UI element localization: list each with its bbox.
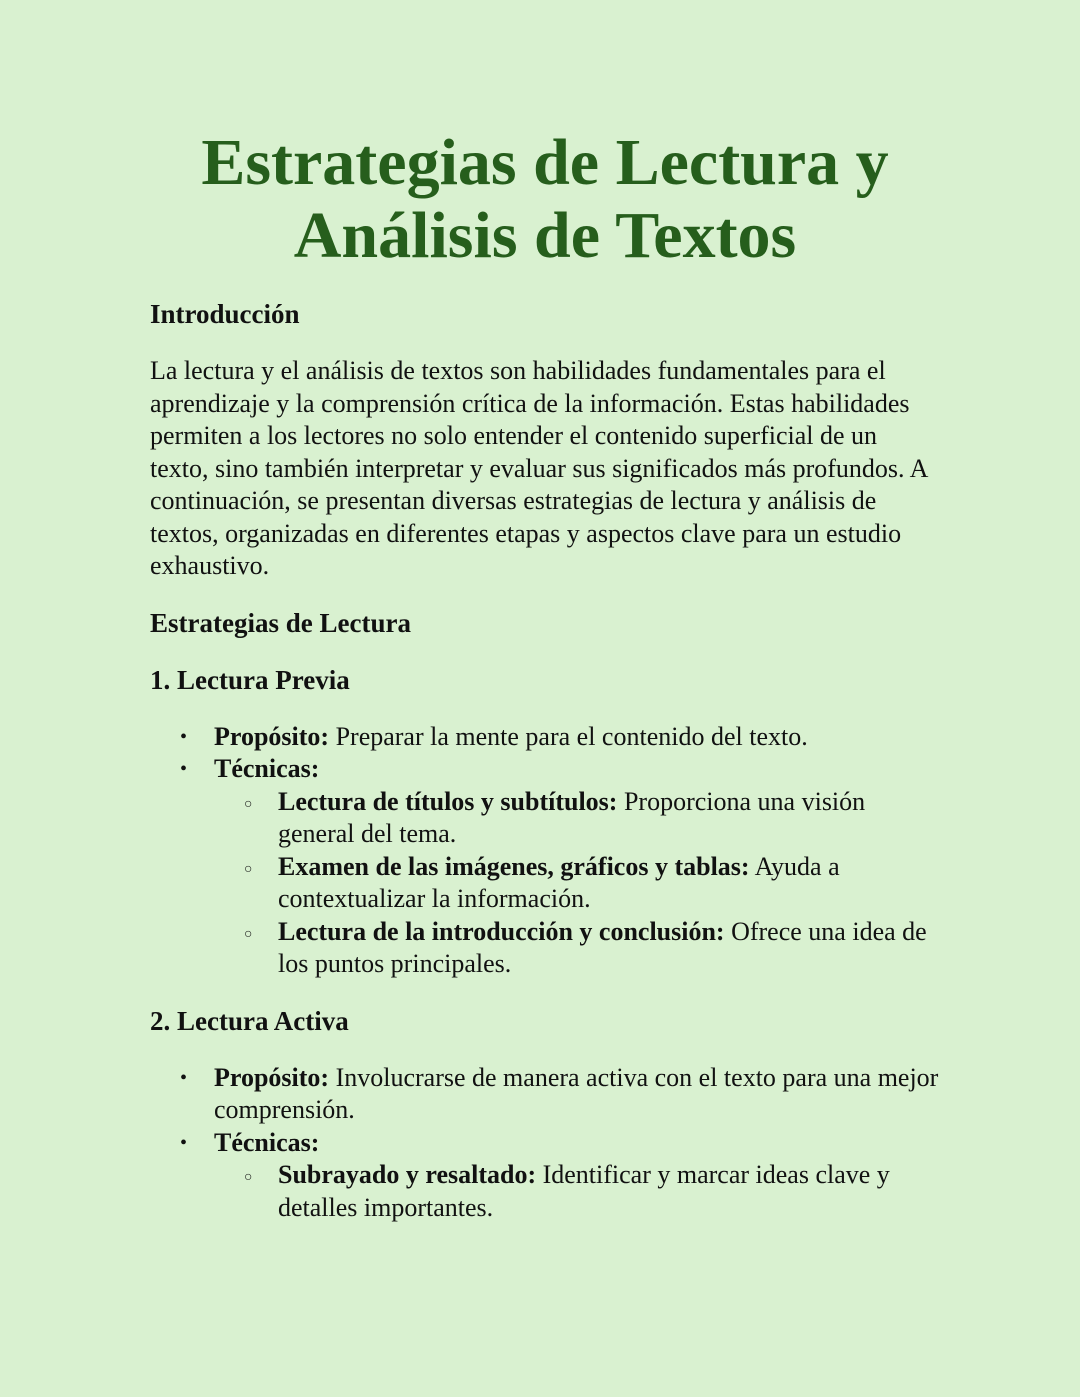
intro-paragraph: La lectura y el análisis de textos son habilidades fundamentales para el aprendizaje y la comprensión crítica de la información. Estas habilidades permiten a los lectores no solo entender el contenido superficial de un texto, sino también interpretar y evaluar sus significados más profundos. A continuación, se presentan diversas estrategias de lectura y análisis de textos, organizadas en diferentes etapas y aspectos clave para un estudio exhaustivo. <box>150 356 927 580</box>
section-heading-lectura-previa: 1. Lectura Previa <box>150 664 350 695</box>
intro-heading: Introducción <box>150 299 300 329</box>
list-item-techniques <box>150 753 940 981</box>
technique-text: Identificar y marcar ideas clave y detalles importantes. <box>278 1160 890 1222</box>
techniques-label: Técnicas: <box>214 1127 320 1157</box>
technique-text: Proporciona una visión general del tema. <box>278 786 866 848</box>
technique-label: Subrayado y resaltado: <box>278 1160 537 1189</box>
list-item-purpose <box>150 721 940 754</box>
strategies-heading: Estrategias de Lectura <box>150 607 411 638</box>
circle-bullet-icon: ○ <box>244 861 253 877</box>
list-item-purpose <box>150 1062 940 1127</box>
technique-label: Examen de las imágenes, gráficos y tablas: <box>278 851 750 881</box>
bullet-icon: • <box>180 725 188 748</box>
section-2-list <box>150 1062 940 1225</box>
circle-bullet-icon: ○ <box>244 796 253 812</box>
purpose-text: Involucrarse de manera activa con el texto para una mejor comprensión. <box>214 1062 939 1124</box>
list-item-technique <box>214 786 940 851</box>
section-1-list <box>150 721 940 981</box>
technique-label: Lectura de la introducción y conclusión: <box>278 916 725 946</box>
list-item-technique <box>214 1159 940 1224</box>
list-item-technique <box>214 916 940 981</box>
document-page <box>150 126 940 1224</box>
bullet-icon: • <box>180 1131 188 1154</box>
bullet-icon: • <box>180 758 188 780</box>
document-title <box>90 126 1000 272</box>
technique-text: Ofrece una idea de los puntos principales. <box>278 916 927 978</box>
section-heading-lectura-activa: 2. Lectura Activa <box>150 1005 349 1036</box>
title-line-1: Estrategias de Lectura y <box>201 126 889 199</box>
technique-text: Ayuda a contextualizar la información. <box>278 851 840 913</box>
purpose-label: Propósito: <box>214 1062 330 1092</box>
techniques-label: Técnicas: <box>214 754 320 783</box>
purpose-label: Propósito: <box>214 721 330 751</box>
circle-bullet-icon: ○ <box>244 926 253 942</box>
list-item-techniques <box>150 1127 940 1225</box>
technique-label: Lectura de títulos y subtítulos: <box>278 786 618 816</box>
techniques-list <box>214 1159 940 1224</box>
purpose-text: Preparar la mente para el contenido del texto. <box>329 721 808 751</box>
title-line-2: Análisis de Textos <box>293 199 797 272</box>
circle-bullet-icon: ○ <box>244 1170 253 1185</box>
list-item-technique <box>214 851 940 916</box>
bullet-icon: • <box>180 1066 188 1089</box>
techniques-list <box>214 786 940 981</box>
